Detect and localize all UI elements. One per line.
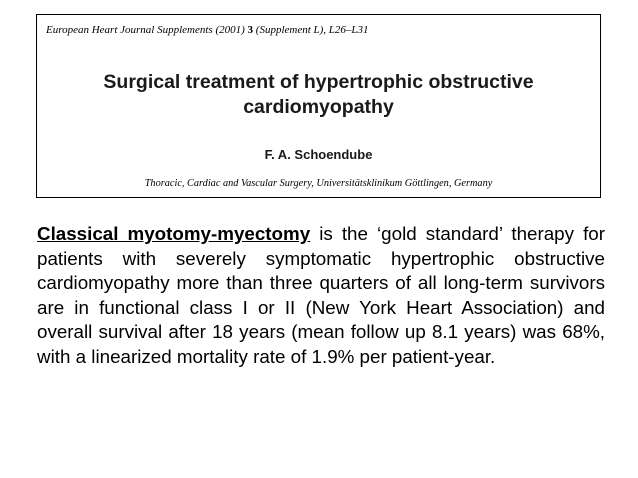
paper-title-line-1: Surgical treatment of hypertrophic obstructive (103, 71, 534, 93)
paper-title (37, 70, 600, 120)
paper-author: F. A. Schoendube (264, 147, 373, 162)
citation-volume: 3 (247, 24, 254, 36)
citation-journal: European Heart Journal Supplements (2001) (46, 24, 245, 36)
journal-citation (46, 24, 369, 36)
body-text: is the ‘gold standard’ therapy for patients with severely symptomatic hypertrophic obstructive cardiomyopathy more than three quarters of all long-term survivors are in functional class I or II (New York Heart Association) and overall survival after 18 years (mean follow up 8.1 years) was 68%, with a linearized mortality rate of 1.9% per patient-year. (37, 223, 605, 367)
highlighted-term: Classical myotomy-myectomy (37, 223, 311, 244)
paper-affiliation: Thoracic, Cardiac and Vascular Surgery, Universitätsklinikum Göttlingen, Germany (144, 178, 493, 189)
paper-title-line-2: cardiomyopathy (243, 96, 394, 118)
paper-header-box (36, 14, 601, 198)
body-paragraph (37, 222, 605, 369)
citation-pages: (Supplement L), L26–L31 (255, 24, 369, 36)
